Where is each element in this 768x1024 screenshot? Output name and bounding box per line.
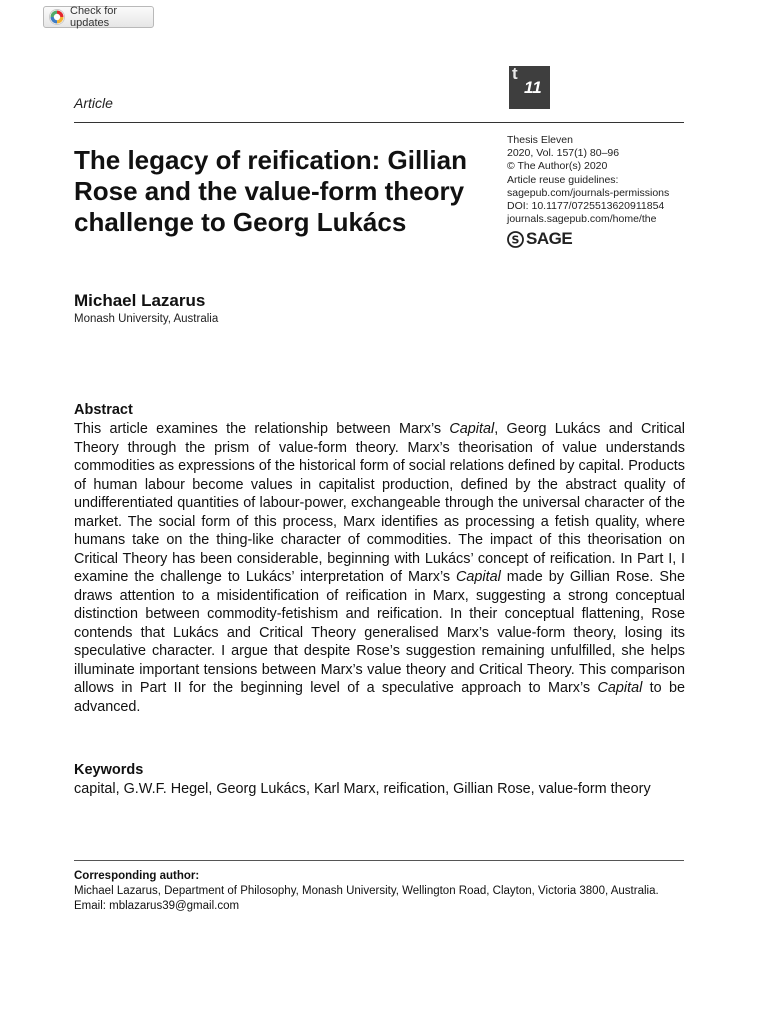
crossmark-icon — [49, 9, 65, 25]
check-for-updates-button[interactable] — [43, 6, 154, 28]
abstract-emphasis: Capital — [449, 421, 495, 437]
footnote-divider — [74, 860, 684, 861]
reuse-guidelines-label: Article reuse guidelines: — [507, 173, 619, 186]
journal-homepage-link[interactable]: journals.sagepub.com/home/the — [507, 213, 657, 226]
abstract-heading: Abstract — [74, 402, 133, 418]
journal-volume: 2020, Vol. 157(1) 80–96 — [507, 147, 620, 160]
journal-metadata — [507, 134, 687, 226]
abstract-emphasis: Capital — [456, 569, 501, 585]
reuse-guidelines-link[interactable]: sagepub.com/journals-permissions — [507, 186, 670, 199]
corresponding-author-address: Michael Lazarus, Department of Philosophy, Monash University, Wellington Road, Clayton, Victoria 3800, Australia. — [74, 885, 659, 897]
journal-logo-letter: t — [512, 64, 518, 83]
article-type-label: Article — [74, 95, 113, 111]
article-title: The legacy of reification: Gillian Rose and the value-form theory challenge to Georg Lukács — [74, 145, 467, 237]
abstract-text-part: made by Gillian Rose. She draws attention to a misidentification of reification in Marx, suggesting a strong conceptual distinction between commodity-fetishism and reification. In their conceptual flattening, Rose contends that Lukács and Critical Theory generalised Marx’s value-form theory, losing its speculative character. I argue that despite Rose’s suggestion remaining unfulfilled, she helps illuminate important tensions between Marx’s value theory and Critical Theory. This comparison allows in Part II for the beginning level of a speculative approach to Marx’s — [74, 569, 685, 696]
svg-text:S: S — [511, 233, 520, 247]
journal-logo — [509, 66, 550, 109]
keywords-text: capital, G.W.F. Hegel, Georg Lukács, Karl Marx, reification, Gillian Rose, value-form theory — [74, 781, 651, 797]
abstract-text-part: This article examines the relationship between Marx’s — [74, 421, 450, 437]
sage-icon — [507, 231, 524, 248]
abstract-text-part: , Georg Lukács and Critical Theory through the prism of value-form theory. Marx’s theorisation of value understands commodities as expressions of the historical form of social relations defined by capital. Products of human labour become values in capitalist production, defined by the abstract quality of undifferentiated quantities of labour-power, exchangeable through the universal character of the market. The social form of this process, Marx identifies as processing a fetish quality, where humans take on the thing-like character of commodities. The impact of this theorisation on Critical Theory has been considerable, beginning with Lukács’ concept of reification. In Part I, I examine the challenge to Lukács’ interpretation of Marx’s — [74, 421, 685, 585]
abstract-text — [74, 420, 685, 716]
journal-logo-number: 11 — [524, 78, 542, 97]
check-for-updates-label: Check for updates — [70, 5, 118, 29]
author-affiliation: Monash University, Australia — [74, 313, 219, 325]
keywords-heading: Keywords — [74, 762, 144, 778]
abstract-emphasis: Capital — [597, 680, 643, 696]
journal-name: Thesis Eleven — [507, 134, 573, 146]
corresponding-author-label: Corresponding author: — [74, 870, 200, 882]
corresponding-author-block — [74, 869, 685, 914]
publisher-name: SAGE — [526, 229, 573, 248]
corresponding-author-email[interactable]: Email: mblazarus39@gmail.com — [74, 900, 240, 912]
header-divider — [74, 122, 684, 123]
abstract-text-part: to be advanced. — [74, 680, 685, 715]
doi-link[interactable]: DOI: 10.1177/0725513620911854 — [507, 200, 665, 213]
copyright-notice: © The Author(s) 2020 — [507, 160, 608, 173]
publisher-logo — [507, 229, 572, 249]
author-name: Michael Lazarus — [74, 291, 206, 310]
